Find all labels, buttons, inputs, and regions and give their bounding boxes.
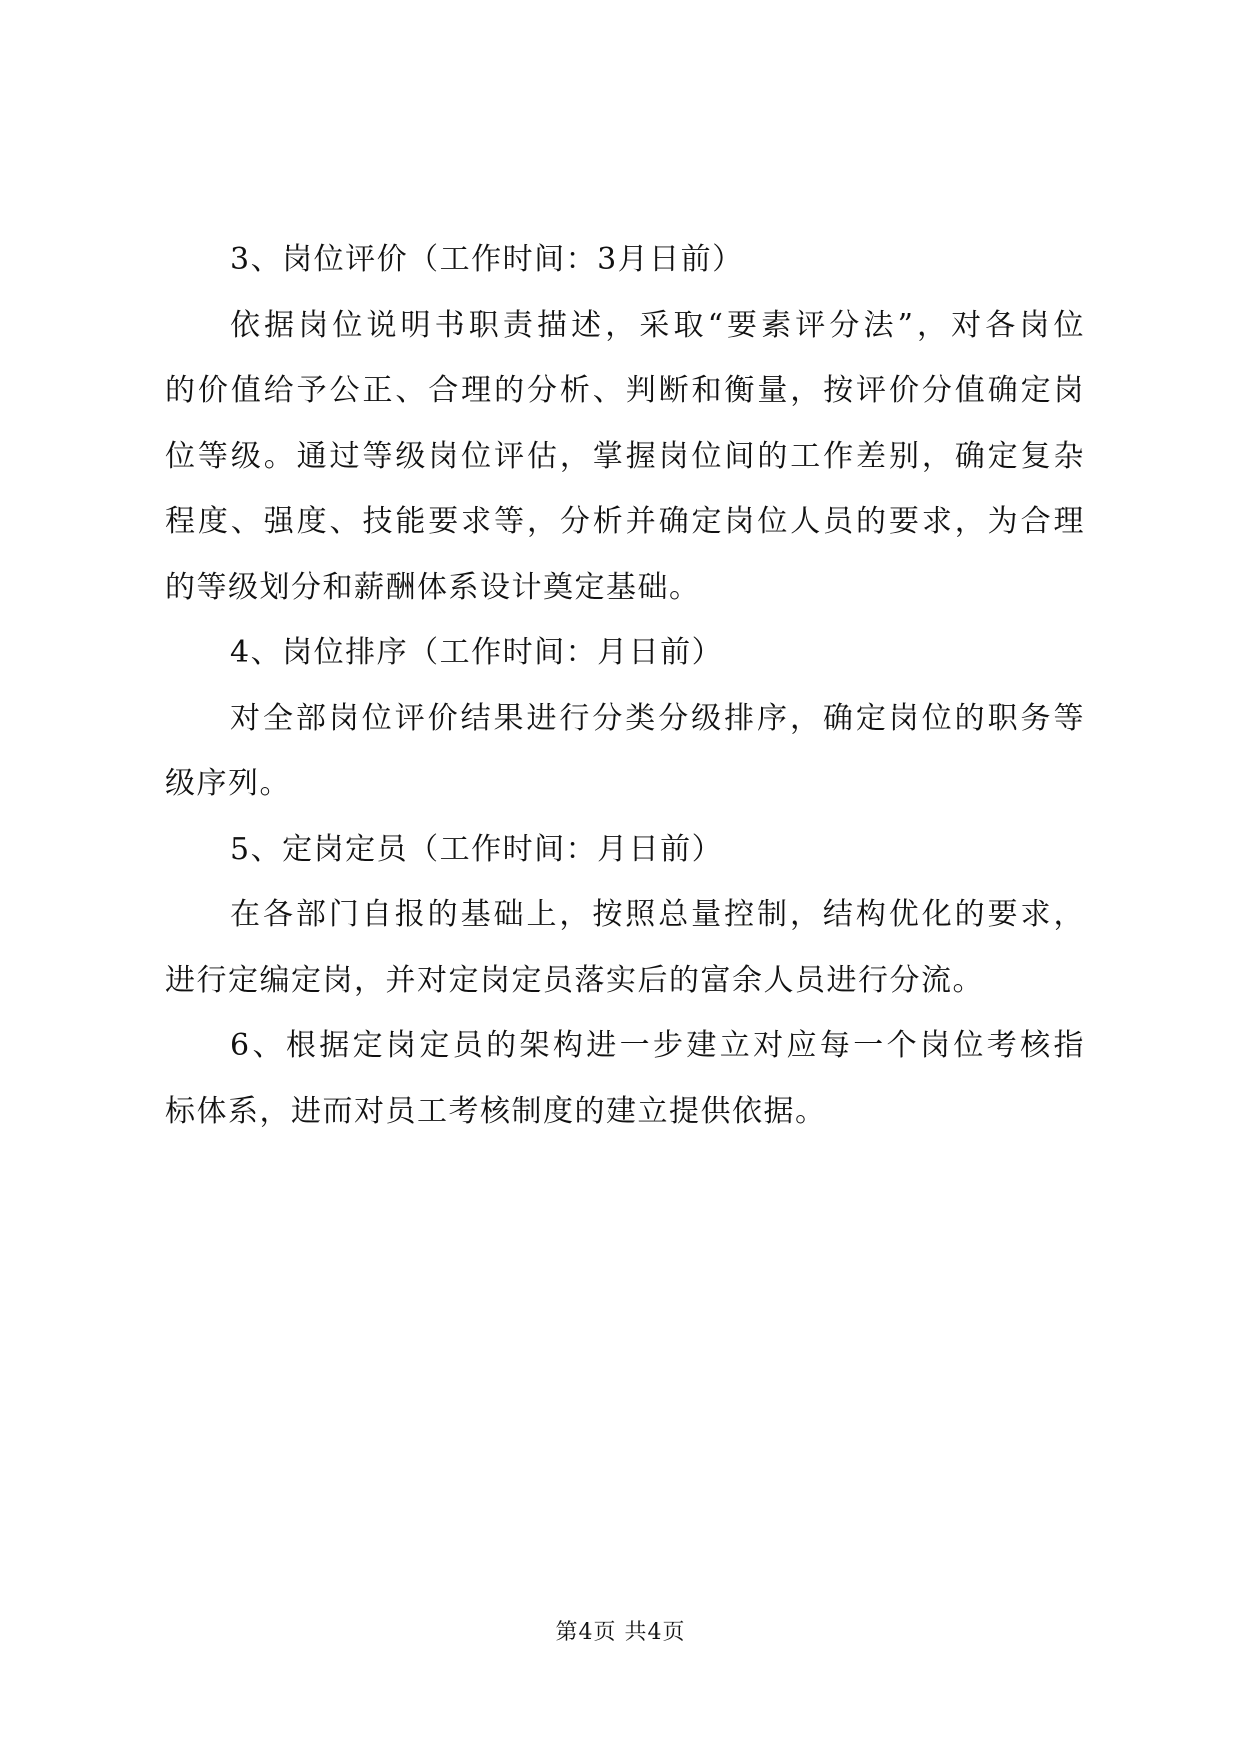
paragraph-line: 程度、强度、技能要求等，分析并确定岗位人员的要求，为合理 xyxy=(165,504,1085,539)
document-body xyxy=(165,227,1085,1144)
paragraph-line: 在各部门自报的基础上，按照总量控制，结构优化的要求， xyxy=(230,897,1085,932)
section-item-assessment-system: 6、根据定岗定员的架构进一步建立对应每一个岗位考核指 xyxy=(230,1028,1085,1063)
paragraph-line: 依据岗位说明书职责描述，采取“要素评分法”，对各岗位 xyxy=(230,307,1085,343)
paragraph-line: 级序列。 xyxy=(165,766,291,801)
paragraph-line: 进行定编定岗，并对定岗定员落实后的富余人员进行分流。 xyxy=(165,962,984,998)
section-heading-job-ranking: 4、岗位排序（工作时间：月日前） xyxy=(230,635,724,670)
paragraph-line: 位等级。通过等级岗位评估，掌握岗位间的工作差别，确定复杂 xyxy=(165,438,1085,474)
page-number-footer: 第4页 共4页 xyxy=(555,1620,686,1645)
paragraph-line: 对全部岗位评价结果进行分类分级排序，确定岗位的职务等 xyxy=(230,700,1085,736)
paragraph-line: 的等级划分和薪酬体系设计奠定基础。 xyxy=(165,569,701,605)
paragraph-line: 标体系，进而对员工考核制度的建立提供依据。 xyxy=(165,1093,827,1129)
paragraph-line: 的价值给予公正、合理的分析、判断和衡量，按评价分值确定岗 xyxy=(165,373,1085,408)
section-heading-staffing: 5、定岗定员（工作时间：月日前） xyxy=(230,831,724,867)
section-heading-job-evaluation: 3、岗位评价（工作时间：3月日前） xyxy=(230,242,744,277)
